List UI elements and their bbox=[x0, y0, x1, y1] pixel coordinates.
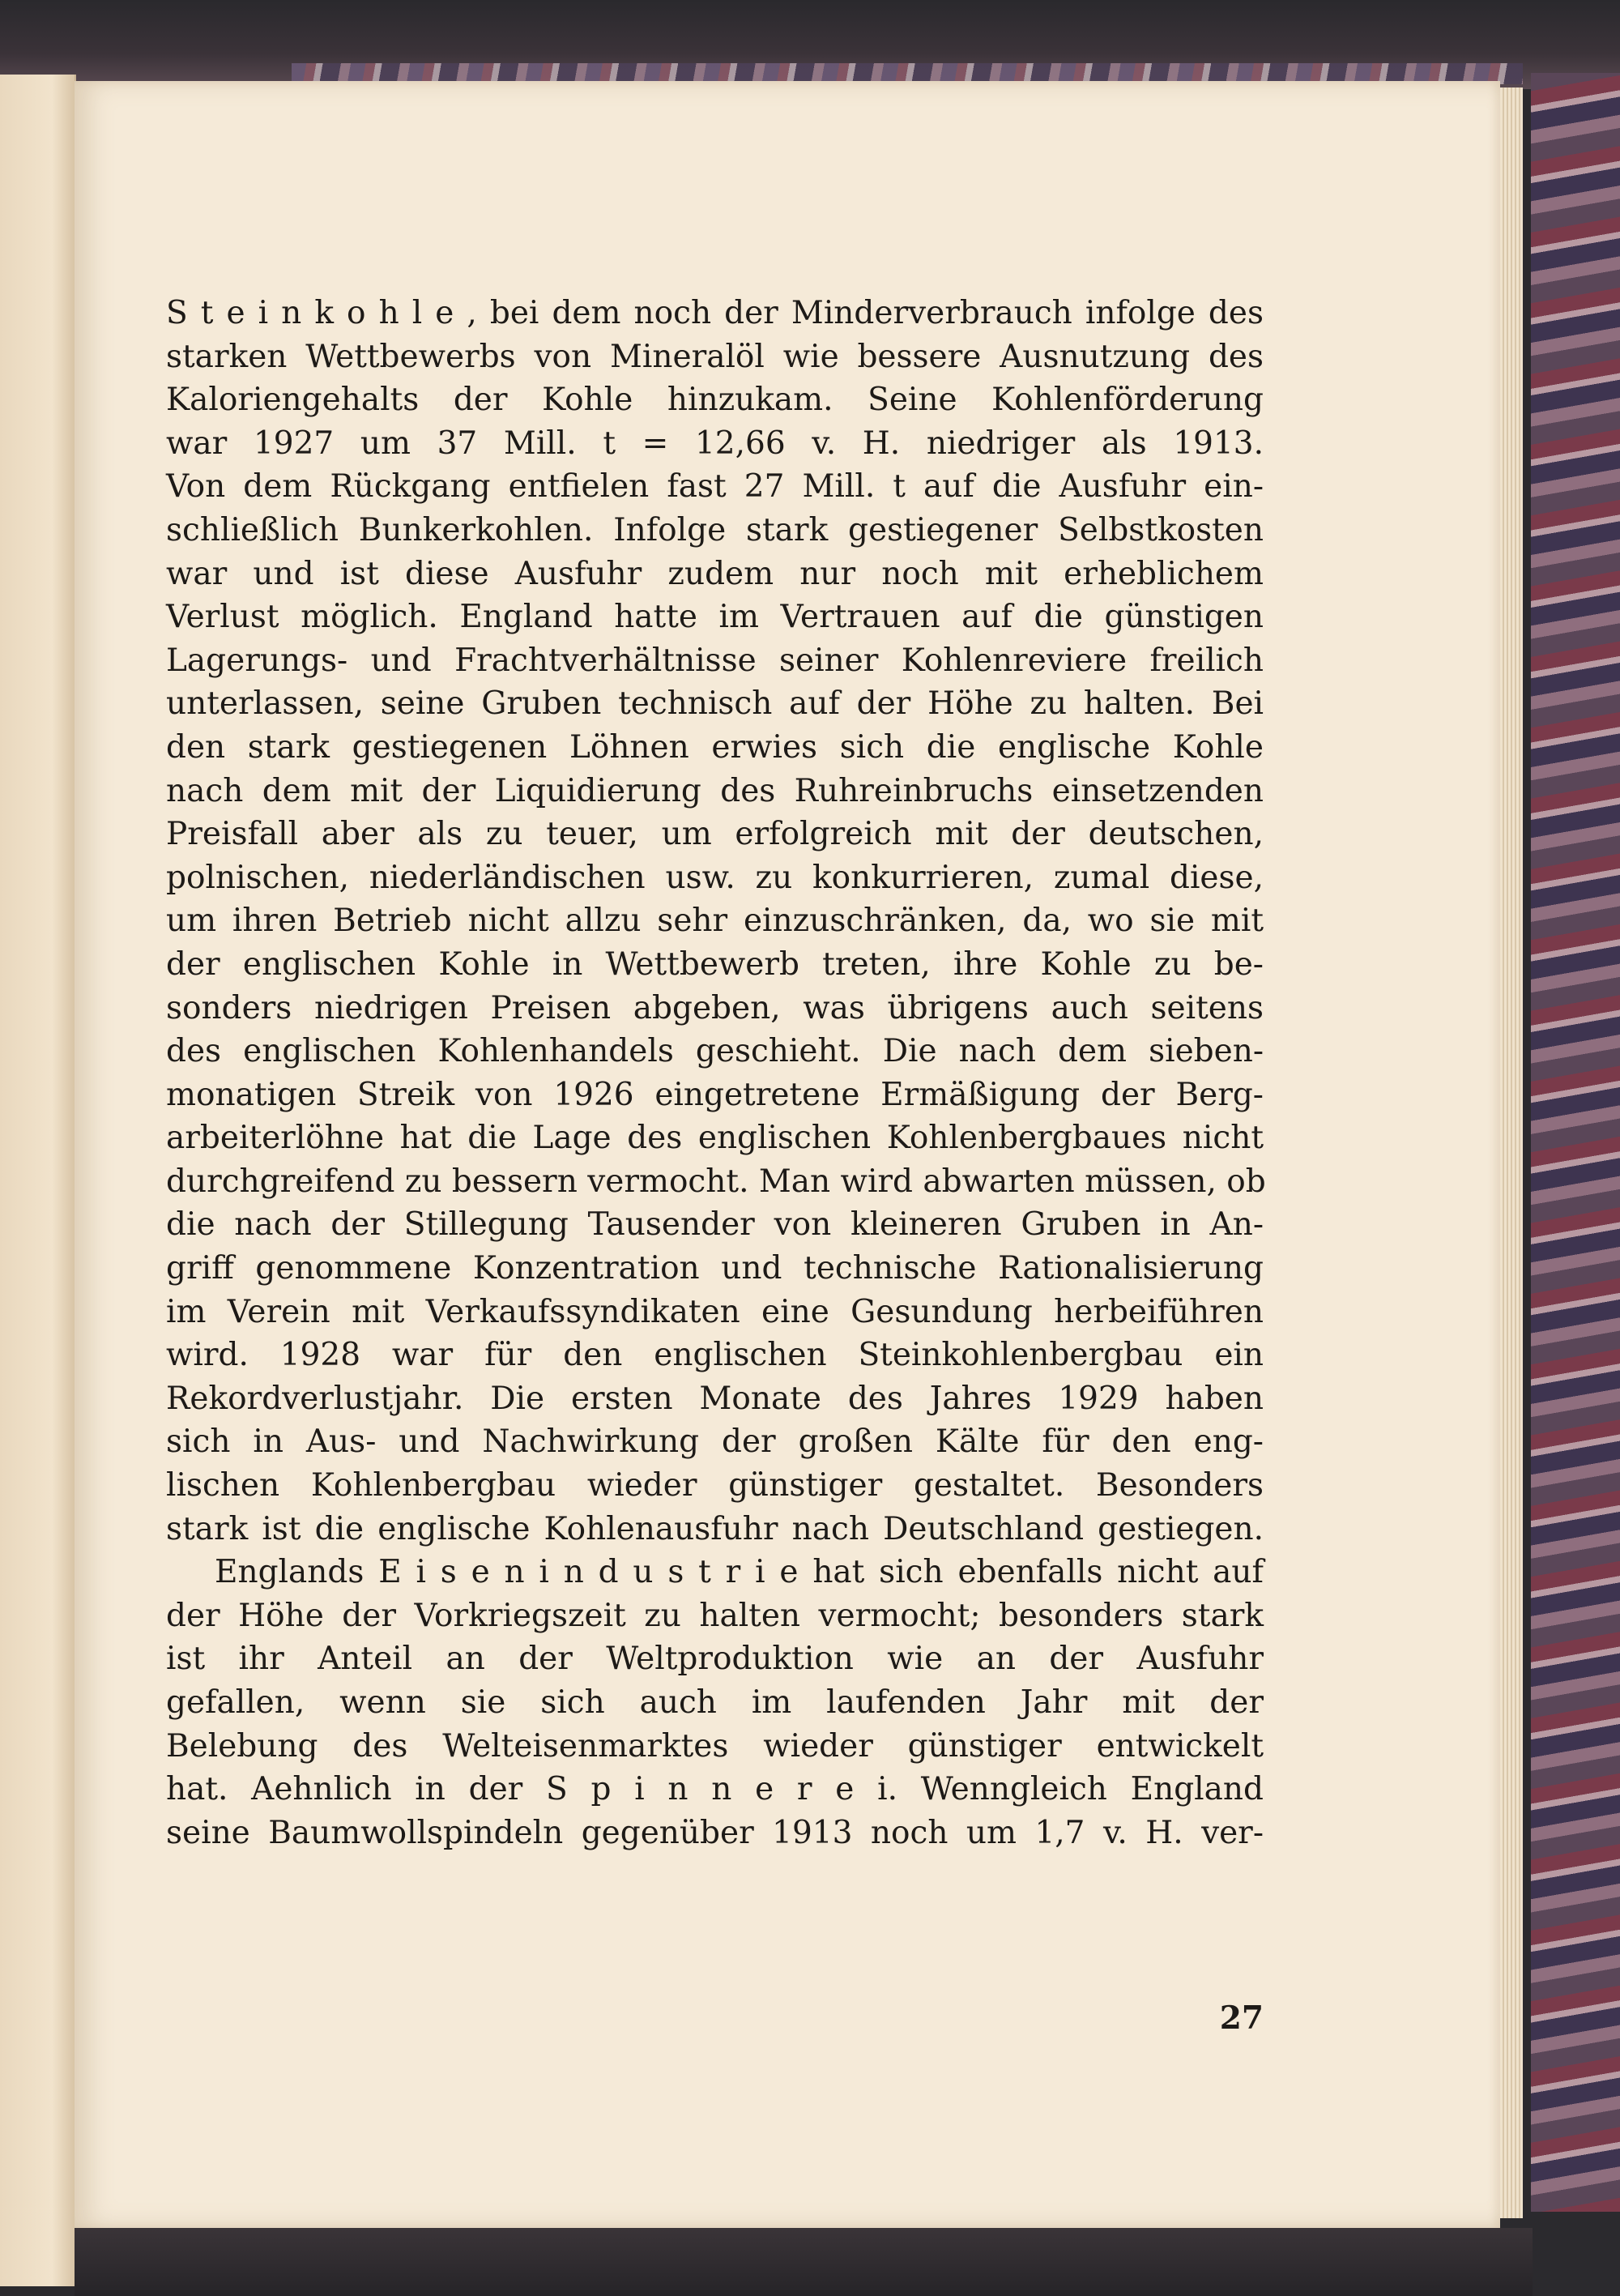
body-text bbox=[166, 292, 1264, 1854]
left-page-sliver bbox=[0, 75, 76, 2286]
text-line: polnischen, niederländischen usw. zu konkurrieren, zumal diese, bbox=[166, 859, 1264, 896]
text-line: Belebung des Welteisenmarktes wieder günstiger entwickelt bbox=[166, 1727, 1264, 1765]
text-line: wird. 1928 war für den englischen Steinkohlenbergbau ein bbox=[166, 1337, 1264, 1374]
text-line: der Höhe der Vorkriegszeit zu halten vermocht; besonders stark bbox=[166, 1597, 1264, 1634]
text-line: starken Wettbewerbs von Mineralöl wie bessere Ausnutzung des bbox=[166, 338, 1264, 375]
text-line: um ihren Betrieb nicht allzu sehr einzuschränken, da, wo sie mit bbox=[166, 903, 1264, 940]
text-line: S t e i n k o h l e , bei dem noch der Minderverbrauch infolge des bbox=[166, 295, 1264, 331]
text-line: hat. Aehnlich in der S p i n n e r e i. Wenngleich England bbox=[166, 1771, 1264, 1808]
text-line: die nach der Stillegung Tausender von kleineren Gruben in An- bbox=[166, 1206, 1264, 1244]
text-line: gefallen, wenn sie sich auch im laufenden Jahr mit der bbox=[166, 1684, 1264, 1721]
page-number: 27 bbox=[1219, 1999, 1264, 2037]
text-line: nach dem mit der Liquidierung des Ruhreinbruchs einsetzenden bbox=[166, 772, 1264, 809]
text-line: Kaloriengehalts der Kohle hinzukam. Seine Kohlenförderung bbox=[166, 382, 1264, 419]
text-line: Verlust möglich. England hatte im Vertrauen auf die günstigen bbox=[166, 599, 1264, 636]
text-line: monatigen Streik von 1926 eingetretene Ermäßigung der Berg- bbox=[166, 1076, 1264, 1113]
text-line: arbeiterlöhne hat die Lage des englischen Kohlenbergbaues nicht bbox=[166, 1120, 1264, 1157]
marbled-edge-right bbox=[1531, 73, 1620, 2212]
page-edges-stack bbox=[1500, 87, 1523, 2218]
text-line: lischen Kohlenbergbau wieder günstiger gestaltet. Besonders bbox=[166, 1467, 1264, 1504]
text-line: griff genommene Konzentration und technische Rationalisierung bbox=[166, 1250, 1264, 1287]
text-line: im Verein mit Verkaufssyndikaten eine Gesundung herbeiführen bbox=[166, 1293, 1264, 1330]
text-line: war und ist diese Ausfuhr zudem nur noch mit erheblichem bbox=[166, 555, 1264, 592]
text-line: Preisfall aber als zu teuer, um erfolgreich mit der deutschen, bbox=[166, 816, 1264, 853]
text-line: unterlassen, seine Gruben technisch auf der Höhe zu halten. Bei bbox=[166, 685, 1264, 723]
book-binding-bottom bbox=[75, 2228, 1533, 2296]
text-line: sich in Aus- und Nachwirkung der großen Kälte für den eng- bbox=[166, 1423, 1264, 1461]
text-line: durchgreifend zu bessern vermocht. Man wird abwarten müssen, ob bbox=[166, 1163, 1266, 1200]
text-line: des englischen Kohlenhandels geschieht. Die nach dem sieben- bbox=[166, 1033, 1264, 1070]
text-line: der englischen Kohle in Wettbewerb treten, ihre Kohle zu be- bbox=[166, 945, 1264, 983]
text-line: Lagerungs- und Frachtverhältnisse seiner Kohlenreviere freilich bbox=[166, 642, 1264, 679]
text-line: Englands E i s e n i n d u s t r i e hat sich ebenfalls nicht auf bbox=[215, 1554, 1264, 1591]
text-line: stark ist die englische Kohlenausfuhr nach Deutschland gestiegen. bbox=[166, 1510, 1264, 1547]
text-line: Rekordverlustjahr. Die ersten Monate des Jahres 1929 haben bbox=[166, 1380, 1264, 1417]
text-line: Von dem Rückgang entfielen fast 27 Mill. t auf die Ausfuhr ein- bbox=[166, 468, 1264, 506]
text-line: ist ihr Anteil an der Weltproduktion wie an der Ausfuhr bbox=[166, 1641, 1264, 1678]
text-line: sonders niedrigen Preisen abgeben, was übrigens auch seitens bbox=[166, 989, 1264, 1026]
text-line: war 1927 um 37 Mill. t = 12,66 v. H. niedriger als 1913. bbox=[166, 425, 1264, 462]
text-line: seine Baumwollspindeln gegenüber 1913 noch um 1,7 v. H. ver- bbox=[166, 1814, 1264, 1851]
text-line: den stark gestiegenen Löhnen erwies sich die englische Kohle bbox=[166, 728, 1264, 766]
text-line: schließlich Bunkerkohlen. Infolge stark gestiegener Selbstkosten bbox=[166, 511, 1264, 548]
